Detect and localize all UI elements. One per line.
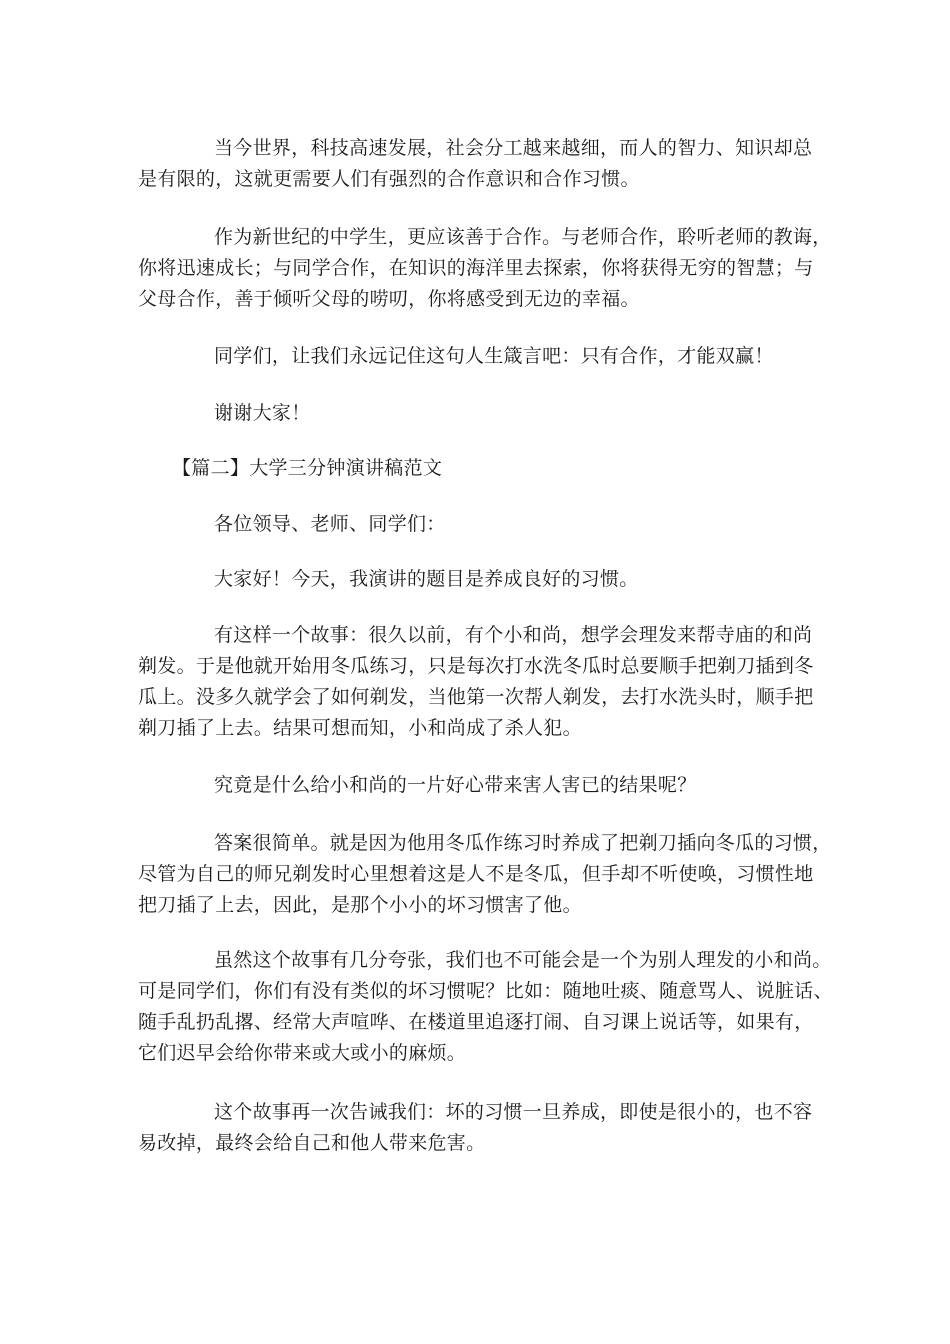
paragraph-question	[138, 770, 814, 801]
paragraph-line: 你将迅速成长；与同学合作，在知识的海洋里去探索，你将获得无穷的智慧；与	[138, 257, 814, 279]
paragraph-line: 尽管为自己的师兄剃发时心里想着这是人不是冬瓜，但手却不听使唤，习惯性地	[138, 863, 814, 885]
paragraph-bad-habits	[138, 945, 833, 1069]
paragraph-line: 虽然这个故事有几分夸张，我们也不可能会是一个为别人理发的小和尚。	[214, 949, 832, 971]
paragraph-line: 瓜上。没多久就学会了如何剃发，当他第一次帮人剃发，去打水洗头时，顺手把	[138, 686, 814, 708]
paragraph-topic	[138, 564, 814, 595]
paragraph-lesson	[138, 1097, 814, 1159]
paragraph-line: 作为新世纪的中学生，更应该善于合作。与老师合作，聆听老师的教诲，	[214, 226, 832, 248]
paragraph-line: 是有限的，这就更需要人们有强烈的合作意识和合作习惯。	[138, 168, 640, 190]
paragraph-line: 答案很简单。就是因为他用冬瓜作练习时养成了把剃刀插向冬瓜的习惯，	[214, 832, 832, 854]
paragraph-line: 易改掉，最终会给自己和他人带来危害。	[138, 1132, 486, 1154]
paragraph-line: 父母合作，善于倾听父母的唠叨，你将感受到无边的幸福。	[138, 288, 640, 310]
paragraph-answer	[138, 828, 832, 921]
paragraph-line: 同学们，让我们永远记住这句人生箴言吧：只有合作，才能双赢！	[214, 345, 774, 367]
paragraph-line: 这个故事再一次告诫我们：坏的习惯一旦养成，即使是很小的，也不容	[214, 1101, 813, 1123]
paragraph-motto	[138, 341, 814, 372]
paragraph-line: 有这样一个故事：很久以前，有个小和尚，想学会理发来帮寺庙的和尚	[214, 624, 813, 646]
paragraph-line: 当今世界，科技高速发展，社会分工越来越细，而人的智力、知识却总	[214, 137, 813, 159]
paragraph-student-cooperation	[138, 222, 832, 315]
paragraph-story	[138, 620, 814, 744]
paragraph-line: 剃刀插了上去。结果可想而知，小和尚成了杀人犯。	[138, 717, 582, 739]
paragraph-line: 大家好！今天，我演讲的题目是养成良好的习惯。	[214, 568, 639, 590]
paragraph-line: 把刀插了上去，因此，是那个小小的坏习惯害了他。	[138, 894, 582, 916]
paragraph-greeting	[138, 509, 814, 540]
paragraph-cooperation-intro	[138, 133, 814, 195]
paragraph-line: 各位领导、老师、同学们：	[214, 513, 446, 535]
paragraph-line: 它们迟早会给你带来或大或小的麻烦。	[138, 1042, 467, 1064]
paragraph-line: 谢谢大家！	[214, 402, 311, 424]
paragraph-line: 随手乱扔乱撂、经常大声喧哗、在楼道里追逐打闹、自习课上说话等，如果有，	[138, 1011, 814, 1033]
paragraph-thanks	[138, 398, 814, 429]
paragraph-line: 究竟是什么给小和尚的一片好心带来害人害已的结果呢？	[214, 774, 697, 796]
paragraph-line: 剃发。于是他就开始用冬瓜练习，只是每次打水洗冬瓜时总要顺手把剃刀插到冬	[138, 655, 814, 677]
section-heading: 【篇二】大学三分钟演讲稿范文	[172, 457, 443, 479]
paragraph-line: 可是同学们，你们有没有类似的坏习惯呢？比如：随地吐痰、随意骂人、说脏话、	[138, 980, 833, 1002]
